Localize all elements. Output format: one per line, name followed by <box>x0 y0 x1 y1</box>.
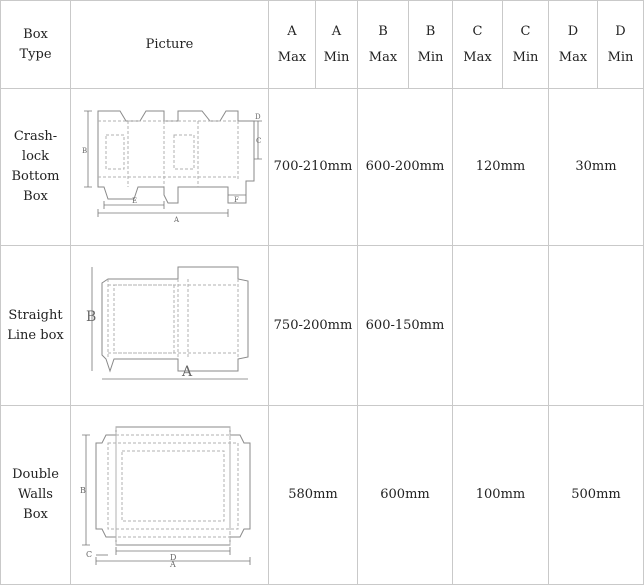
header-box-type <box>1 1 71 89</box>
d-value: 500mm <box>549 406 644 585</box>
dim-label-e: E <box>131 196 137 205</box>
header-sub: Max <box>368 49 398 65</box>
dim-label-a: A <box>169 559 176 567</box>
header-a-max <box>269 1 316 89</box>
header-box-type-line-2: Type <box>19 46 52 62</box>
dim-label-f: F <box>233 195 239 204</box>
header-sub: Min <box>323 49 350 65</box>
dim-label-c: C <box>255 136 261 145</box>
header-letter: B <box>425 23 436 39</box>
box-type-name <box>1 89 71 246</box>
header-a-min <box>316 1 358 89</box>
c-value: 120mm <box>453 89 549 246</box>
dim-label-a: A <box>173 215 179 224</box>
dim-label-b: B <box>81 146 87 155</box>
header-c-min <box>503 1 549 89</box>
header-sub: Max <box>463 49 492 65</box>
name-line: lock <box>21 149 50 164</box>
table-row <box>1 89 644 246</box>
name-line: Box <box>23 507 48 522</box>
header-sub: Min <box>607 49 634 65</box>
b-range-value: 600-200mm <box>358 89 453 246</box>
header-sub: Min <box>417 49 444 65</box>
header-d-min <box>598 1 644 89</box>
d-value: 30mm <box>549 89 644 246</box>
name-line: Walls <box>18 487 53 502</box>
header-letter: B <box>378 23 388 39</box>
header-row <box>1 1 644 89</box>
name-line: Box <box>23 189 48 204</box>
header-letter: C <box>520 23 531 39</box>
c-value <box>453 246 549 406</box>
box-type-name <box>1 246 71 406</box>
picture-crash-lock-diagram <box>71 89 269 246</box>
straight-line-dieline <box>78 257 262 387</box>
crash-lock-dieline <box>78 99 262 229</box>
header-b-min <box>409 1 453 89</box>
picture-double-walls-diagram <box>71 406 269 585</box>
dim-label-b: B <box>85 309 96 325</box>
table-row <box>1 246 644 406</box>
name-line: Straight <box>8 307 63 323</box>
header-b-max <box>358 1 409 89</box>
table-row <box>1 406 644 585</box>
name-line: Bottom <box>11 169 60 184</box>
header-sub: Max <box>558 49 588 65</box>
header-letter: D <box>615 23 626 39</box>
name-line: Line box <box>7 327 64 343</box>
dim-label-a: A <box>181 364 192 380</box>
dim-label-d: D <box>254 112 261 121</box>
header-letter: A <box>331 23 342 39</box>
header-letter: D <box>567 23 579 39</box>
picture-straight-line-diagram <box>71 246 269 406</box>
header-picture: Picture <box>71 1 269 89</box>
dim-label-c: C <box>85 549 92 559</box>
b-value: 600mm <box>358 406 453 585</box>
a-range-value: 750-200mm <box>269 246 358 406</box>
header-sub: Max <box>277 49 307 65</box>
header-letter: A <box>287 23 297 39</box>
header-box-type-line-1: Box <box>23 26 48 42</box>
dim-label-d: D <box>169 552 176 562</box>
d-value <box>549 246 644 406</box>
a-range-value: 700-210mm <box>269 89 358 246</box>
header-sub: Min <box>512 49 539 65</box>
box-type-name <box>1 406 71 585</box>
header-c-max <box>453 1 503 89</box>
b-range-value: 600-150mm <box>358 246 453 406</box>
name-line: Double <box>12 467 59 482</box>
double-walls-dieline <box>78 417 262 567</box>
header-d-max <box>549 1 598 89</box>
name-line: Crash- <box>13 129 58 144</box>
dim-label-b: B <box>79 485 86 495</box>
c-value: 100mm <box>453 406 549 585</box>
a-value: 580mm <box>269 406 358 585</box>
header-letter: C <box>472 23 483 39</box>
